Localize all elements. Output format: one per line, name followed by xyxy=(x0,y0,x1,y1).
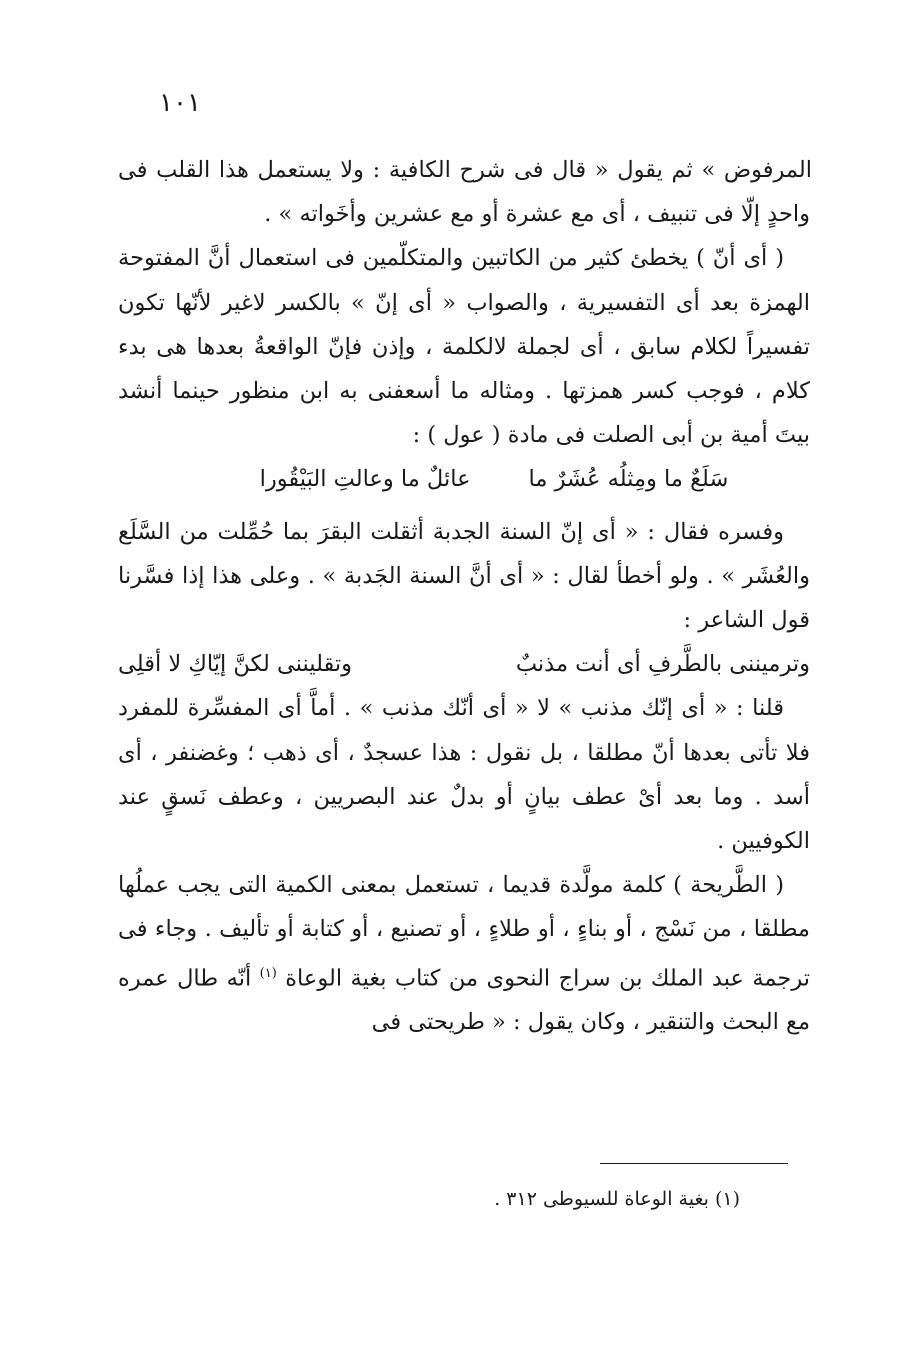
paragraph-ay-anna: ( أى أنّ ) يخطئ كثير من الكاتبين والمتكلّمين فى استعمال أنَّ المفتوحة الهمزة بعد أى التفسيرية ، والصواب « أى إنّ » بالكسر لاغير لأنّها تكون تفسيراً لكلام سابق ، أى لجملة لالكلمة ، وإذن فإنّ الواقعةُ بعدها هى بدء كلام ، فوجب كسر همزتها . ومثاله ما أسعفنى به ابن منظور حينما أنشد بيتَ أمية بن أبى الصلت فى مادة ( عول ) : xyxy=(118,245,810,449)
verse-first-hemistich: وترميننى بالطَّرفِ أى أنت مذنبٌ xyxy=(515,651,810,678)
main-text xyxy=(118,148,810,1045)
verse-second-hemistich: وتقليننى لكنَّ إيّاكِ لا أقلِى xyxy=(118,651,353,678)
verse-poet xyxy=(118,642,810,686)
tariha-text-part1: ( الطَّريحة ) كلمة مولَّدة قديما ، تستعمل بمعنى الكمية التى يجب عملُها مطلقا ، من نَسْج ، أو بناءٍ ، أو طلاءٍ ، أو تصنيع ، أو كتابة أو تأليف . وجاء فى ترجمة عبد الملك بن سراج النحوى من كتاب بغية الوعاة xyxy=(118,872,811,992)
footnote-divider xyxy=(600,1163,788,1164)
paragraph-tafsir: وفسره فقال : « أى إنّ السنة الجدبة أثقلت البقرَ بما حُمِّلت من السَّلَع والعُشَر » . ولو أخطأ لقال : « أى أنَّ السنة الجَدبة » . وعلى هذا إذا فسَّرنا قول الشاعر : xyxy=(118,518,810,634)
paragraph-qulna: قلنا : « أى إنّك مذنب » لا « أى أنّك مذنب » . أماَّ أى المفسِّرة للمفرد فلا تأتى بعدها أنّ مطلقا ، بل نقول : هذا عسجدٌ ، أى ذهب ؛ وغضنفر ، أى أسد . وما بعد أىْ عطف بيانٍ أو بدلٌ عند البصريين ، وعطف نَسقٍ عند الكوفيين . xyxy=(118,695,810,855)
verse-first-hemistich: سَلَعٌ ما ومِثلُه عُشَرٌ ما xyxy=(528,466,729,493)
footnote-reference: (١) xyxy=(259,965,277,981)
verse-umayya xyxy=(118,457,810,501)
page-number: ١٠١ xyxy=(159,88,201,118)
footnote: (١) بغية الوعاة للسيوطى ٣١٢ . xyxy=(494,1188,740,1210)
tariha-text-part2: أنّه طال عمره مع البحث والتنقير ، وكان يقول : « طريحتى فى xyxy=(118,965,810,1036)
paragraph-continuation: المرفوض » ثم يقول « قال فى شرح الكافية : ولا يستعمل هذا القلب فى واحدٍ إلّا فى تنبيف ، أى مع عشرة أو مع عشرين وأخَواته » . xyxy=(118,157,812,228)
paragraph-tariha xyxy=(118,863,810,1044)
verse-second-hemistich: عائلٌ ما وعالتِ البَيْقُورا xyxy=(259,466,471,493)
